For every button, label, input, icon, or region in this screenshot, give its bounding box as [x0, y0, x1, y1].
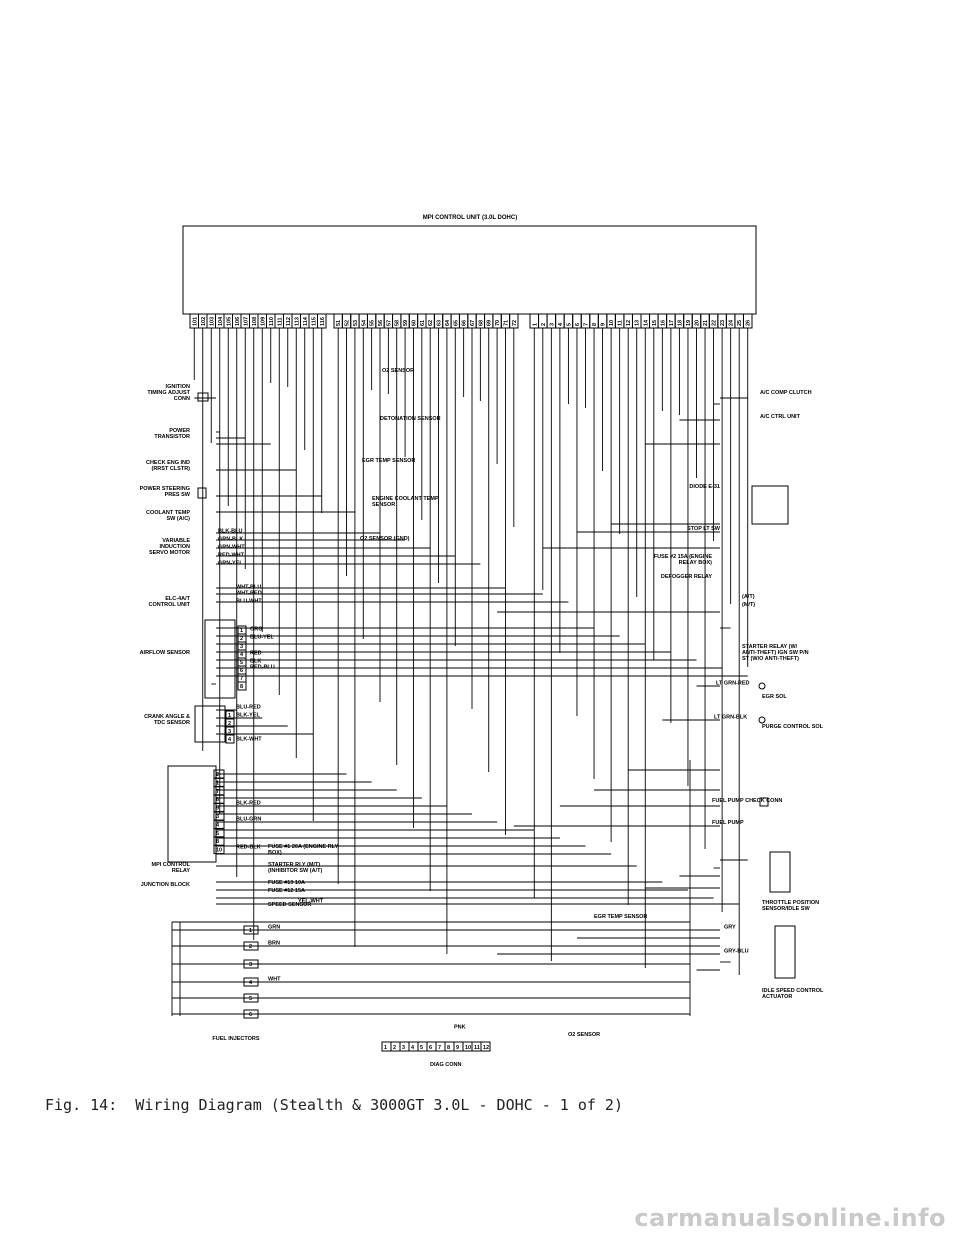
- connector-pin-number: 4: [228, 737, 232, 743]
- connector-pin-number: 1: [240, 628, 244, 634]
- wire-color-labels: [218, 529, 750, 1031]
- connector-pin-number: 9: [216, 805, 220, 812]
- connector-pin-number: 2: [216, 772, 220, 778]
- pin-number: 15: [651, 319, 658, 326]
- pin-number: 106: [234, 316, 241, 326]
- pin-number: 63: [436, 319, 443, 326]
- component-label: FUEL INJECTORS: [212, 1036, 260, 1042]
- pin-number: 102: [200, 316, 207, 326]
- connector-pin-number: 2: [240, 636, 244, 642]
- pin-number: 55: [369, 319, 376, 326]
- pin-number: 68: [478, 319, 485, 326]
- diag-pin-number: 6: [429, 1045, 433, 1051]
- wire-color-label: LT GRN-BLK: [714, 714, 748, 721]
- injector-pin-number: 5: [249, 996, 253, 1002]
- component-label: CRANK ANGLE & TDC SENSOR: [144, 714, 190, 726]
- injector-pin-number: 6: [249, 1012, 253, 1018]
- diag-pin-number: 5: [420, 1045, 424, 1051]
- connector-pin-number: 6: [240, 668, 244, 674]
- connector-pin-row: [190, 314, 752, 328]
- wire-color-label: GRY: [724, 924, 736, 931]
- component-label: O2 SENSOR: [382, 368, 415, 374]
- component-label: SPEED SENSOR: [268, 902, 312, 908]
- pin-number: 101: [192, 316, 199, 326]
- idle-speed-actuator-box: [775, 926, 795, 978]
- pin-number: 1: [532, 322, 539, 326]
- connector-pin-number: 1: [216, 780, 220, 787]
- connector-pin-number: 4: [240, 652, 244, 658]
- wire-color-label: LT GRN-RED: [716, 680, 750, 687]
- pin-number: 108: [251, 316, 258, 326]
- connector-pin-number: 5: [216, 830, 220, 837]
- diag-pin-number: 3: [402, 1045, 406, 1051]
- component-label: JUNCTION BLOCK: [140, 882, 190, 888]
- center-labels: [268, 368, 647, 1068]
- connector-pin-number: 3: [216, 814, 220, 820]
- pin-number: 19: [685, 319, 692, 326]
- pin-number: 12: [626, 319, 633, 326]
- wire-color-label: BLK-BLU: [218, 528, 243, 535]
- purge-sol-symbol: [759, 717, 765, 723]
- component-label: EGR SOL: [762, 694, 787, 700]
- component-label: IGNITION TIMING ADJUST CONN: [147, 384, 190, 402]
- wire-color-label: GRN-WHT: [218, 544, 245, 551]
- pin-number: 9: [600, 322, 607, 326]
- component-label: THROTTLE POSITION SENSOR/IDLE SW: [762, 900, 820, 912]
- pin-number: 65: [453, 319, 460, 326]
- component-label: O2 SENSOR (GND): [360, 536, 410, 542]
- diag-pin-number: 7: [438, 1045, 442, 1051]
- throttle-sensor-box: [770, 852, 790, 892]
- wire-color-label: BLK-YEL: [236, 712, 260, 719]
- wire-color-label: WHT-BLU: [236, 584, 262, 591]
- component-label: IDLE SPEED CONTROL ACTUATOR: [762, 988, 824, 1000]
- pin-number: 104: [217, 316, 224, 326]
- diag-pin-number: 4: [411, 1045, 415, 1051]
- diag-pin-number: 11: [474, 1045, 480, 1051]
- wire-color-label: GRY-BLU: [724, 948, 749, 955]
- pin-number: 5: [566, 322, 573, 326]
- wire-color-label: YEL-WHT: [298, 898, 324, 905]
- component-label: FUEL PUMP: [712, 820, 744, 826]
- diag-pin-number: 8: [447, 1045, 451, 1051]
- injector-pin-number: 1: [249, 928, 253, 934]
- component-label: A/C COMP CLUTCH: [760, 390, 812, 396]
- connector-pin-number: 8: [240, 684, 244, 690]
- pin-number: 3: [549, 322, 556, 326]
- pin-number: 72: [511, 319, 518, 326]
- component-label: STARTER RELAY (W/ ANTI-THEFT) IGN SW P/N ST (W/O ANTI-THEFT): [742, 644, 809, 662]
- component-label: (A/T): [742, 594, 755, 600]
- pin-number: 21: [703, 319, 710, 326]
- component-label: AIRFLOW SENSOR: [139, 650, 190, 656]
- pin-number: 59: [403, 319, 410, 326]
- connector-pin-number: 6: [216, 797, 220, 804]
- pin-number: 112: [285, 317, 292, 326]
- wire-color-label: BLU-YEL: [250, 634, 274, 641]
- pin-number: 23: [720, 319, 727, 326]
- pin-number: 64: [444, 319, 451, 326]
- site-watermark: carmanualsonline.info: [634, 1204, 946, 1232]
- pin-number: 20: [694, 319, 701, 326]
- pin-number: 70: [495, 319, 502, 326]
- pin-number: 17: [668, 319, 675, 326]
- pin-number: 114: [302, 317, 309, 326]
- pin-number: 61: [419, 319, 426, 326]
- wire-color-label: BRN: [268, 940, 280, 947]
- component-label: DIODE E-31: [689, 484, 720, 490]
- component-label: STOP LT SW: [686, 526, 720, 532]
- wire-color-label: BLU-GRN: [236, 816, 262, 823]
- wire-color-label: PNK: [454, 1024, 466, 1031]
- injector-pin-number: 4: [249, 980, 253, 986]
- crank-angle-sensor-box: [195, 706, 225, 742]
- pin-number: 66: [461, 319, 468, 326]
- diag-pin-number: 9: [456, 1045, 460, 1051]
- wire-bundle: [172, 328, 748, 1016]
- pin-number: 69: [486, 319, 493, 326]
- wire-color-label: BLK-RED: [236, 800, 261, 807]
- connector-pin-number: 5: [240, 660, 244, 666]
- pin-number: 56: [378, 319, 384, 326]
- pin-number: 13: [634, 319, 641, 326]
- component-label: EGR TEMP SENSOR: [594, 914, 648, 920]
- connector-pin-number: 3: [228, 729, 232, 735]
- diag-pin-number: 2: [393, 1045, 397, 1051]
- component-label: VARIABLE INDUCTION SERVO MOTOR: [148, 538, 190, 556]
- component-label: A/C CTRL UNIT: [760, 414, 800, 420]
- pin-number: 115: [311, 317, 318, 326]
- wire-color-label: ORG: [250, 626, 263, 633]
- wire-color-label: BLU-RED: [236, 704, 261, 711]
- diag-connector: [382, 1042, 490, 1051]
- pin-number: 57: [386, 319, 393, 326]
- component-label: COOLANT TEMP SW (A/C): [146, 510, 190, 522]
- pin-number: 18: [677, 319, 684, 326]
- pin-number: 22: [711, 319, 718, 326]
- pin-number: 51: [336, 319, 343, 326]
- diag-pin-number: 12: [483, 1045, 490, 1051]
- connector-pin-number: 10: [216, 847, 223, 854]
- pin-number: 16: [660, 319, 667, 326]
- egr-sol-symbol: [759, 683, 765, 689]
- pin-number: 7: [583, 322, 590, 326]
- pin-number: 105: [226, 316, 233, 326]
- fuel-injector-connectors: [244, 926, 258, 1018]
- figure-caption: Fig. 14: Wiring Diagram (Stealth & 3000GT 3.0L - DOHC - 1 of 2): [45, 1096, 623, 1114]
- pin-number: 4: [557, 322, 564, 326]
- component-label: O2 SENSOR: [568, 1032, 601, 1038]
- component-label: (M/T): [742, 602, 756, 608]
- component-label: DIAG CONN: [430, 1062, 462, 1068]
- diode-box: [752, 486, 788, 524]
- pin-number: 24: [728, 319, 735, 326]
- diag-pin-number: 10: [465, 1045, 472, 1051]
- wire-color-label: RED-WHT: [218, 552, 244, 559]
- pin-number: 111: [277, 317, 284, 326]
- pin-number: 113: [294, 317, 301, 326]
- wire-color-label: WHT: [268, 976, 281, 983]
- pin-number: 2: [540, 322, 547, 326]
- component-label: PURGE CONTROL SOL: [762, 724, 824, 730]
- component-label: EGR TEMP SENSOR: [362, 458, 416, 464]
- wire-color-label: GRN: [268, 924, 281, 931]
- component-label: FUEL PUMP CHECK CONN: [712, 798, 783, 804]
- pin-number: 14: [643, 319, 650, 326]
- pin-number: 107: [243, 316, 250, 326]
- wire-color-label: RED: [250, 650, 262, 657]
- pin-number: 52: [344, 319, 351, 326]
- component-label: ELC-4A/T CONTROL UNIT: [148, 596, 190, 608]
- pin-number: 58: [394, 319, 401, 326]
- component-label: POWER TRANSISTOR: [154, 428, 190, 440]
- wire-color-label: GRN-BLK: [218, 536, 244, 543]
- component-label: MPI CONTROL RELAY: [151, 862, 190, 874]
- pin-number: 62: [428, 319, 435, 326]
- component-label: CHECK ENG IND (RRST CLSTR): [145, 460, 190, 472]
- pin-number: 11: [617, 320, 624, 326]
- component-label: FUSE #12 15A: [268, 888, 305, 894]
- mpi-control-relay-box: [168, 766, 216, 862]
- connector-pin-number: 7: [216, 788, 220, 795]
- component-label: FUSE #2 15A (ENGINE RELAY BOX): [653, 554, 712, 566]
- power-steering-switch: [198, 488, 206, 498]
- connector-pin-number: 1: [228, 713, 232, 719]
- pin-number: 25: [737, 319, 744, 326]
- connector-pin-number: 3: [240, 644, 244, 650]
- wire-color-label: GRN-YEL: [218, 560, 243, 567]
- component-label: ENGINE COOLANT TEMP SENSOR: [372, 496, 439, 508]
- wire-color-label: BLK: [250, 658, 262, 665]
- component-label: STARTER RLY (M/T) (INHIBITOR SW (A/T): [268, 862, 323, 874]
- pin-number: 8: [592, 322, 599, 326]
- pin-number: 26: [745, 319, 752, 326]
- component-label: DEFOGGER RELAY: [660, 574, 712, 580]
- connector-pin-number: 8: [216, 839, 220, 846]
- pin-number: 71: [503, 319, 510, 326]
- pin-number: 110: [268, 317, 275, 326]
- pin-number: 54: [361, 319, 368, 326]
- pin-number: 67: [470, 319, 476, 326]
- pin-number: 60: [411, 319, 418, 326]
- connector-pin-number: 7: [240, 676, 244, 682]
- wire-color-label: BLK-WHT: [236, 736, 262, 743]
- pin-number: 116: [319, 317, 326, 326]
- pin-number: 6: [574, 322, 581, 326]
- wire-color-label: RED-BLU: [250, 664, 275, 671]
- component-label: DETONATION SENSOR: [380, 416, 441, 422]
- pin-number: 53: [352, 319, 359, 326]
- pin-number: 103: [209, 316, 216, 326]
- mpi-control-unit-box: [183, 226, 756, 314]
- wire-color-label: BLU-WHT: [236, 598, 262, 605]
- diagram-title: MPI CONTROL UNIT (3.0L DOHC): [422, 215, 518, 221]
- connector-pin-number: 4: [216, 822, 220, 829]
- pin-number: 10: [609, 319, 616, 326]
- pin-number: 109: [260, 316, 267, 326]
- connector-pin-number: 2: [228, 721, 232, 727]
- injector-pin-number: 2: [249, 944, 253, 950]
- diag-pin-number: 1: [384, 1045, 388, 1051]
- component-label: FUSE #19 10A: [268, 880, 305, 886]
- wire-color-label: RED-BLK: [236, 844, 261, 851]
- component-label: POWER STEERING PRES SW: [139, 486, 190, 498]
- component-label: FUSE #1 20A (ENGINE RLY BOX): [268, 844, 339, 856]
- wire-color-label: WHT-RED: [236, 590, 262, 597]
- injector-pin-number: 3: [249, 962, 253, 968]
